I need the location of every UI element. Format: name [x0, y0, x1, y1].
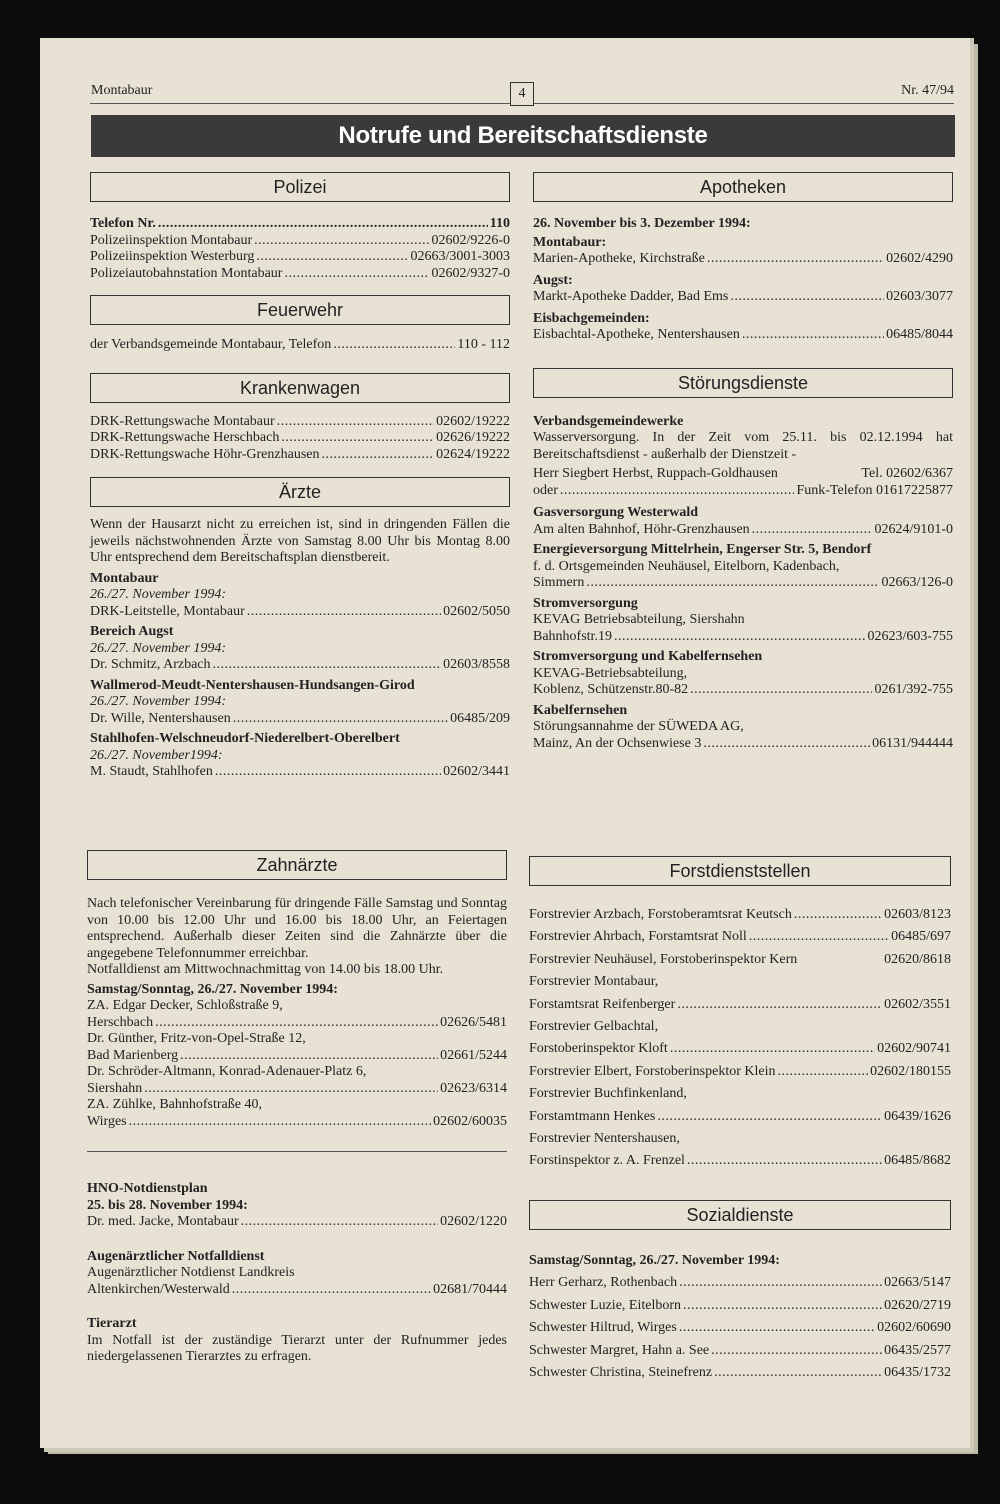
group-heading: Eisbachgemeinden: [533, 310, 650, 326]
group-heading: Montabaur: [533, 234, 607, 250]
group-heading: Wallmerod-Meudt-Nentershausen-Hundsangen-Girod [90, 677, 415, 693]
header-town: Montabaur [91, 83, 153, 98]
list-item: Koblenz, Schützenstr.80-82 ..... 0261/392-755 [533, 682, 953, 699]
section-polizei: Polizei [90, 172, 510, 202]
section-feuerwehr: Feuerwehr [90, 295, 510, 325]
hno-heading: HNO-Notdienstplan [87, 1181, 208, 1196]
list-item: Simmern ..... 02663/126-0 [533, 575, 953, 592]
list-item: Forstrevier Gelbachtal, [529, 1019, 659, 1035]
group-heading: Kabelfernsehen [533, 702, 628, 718]
list-item: Herr Gerharz, Rothenbach ..... 02663/5147 [529, 1272, 951, 1294]
left-column-bottom [87, 850, 507, 1366]
list-item: Dr. med. Jacke, Montabaur ..... 02602/1220 [87, 1214, 507, 1231]
list-item: Herr Siegbert Herbst, Ruppach-Goldhausen Tel. 02602/6367 [533, 466, 953, 481]
list-item: Herschbach ..... 02626/5481 [87, 1015, 507, 1032]
group-date: 26./27. November1994: [90, 747, 223, 763]
group-heading: Bereich Augst [90, 624, 174, 639]
list-item: DRK-Rettungswache Höhr-Grenzhausen ..... 02624/19222 [90, 447, 510, 464]
list-item: Wirges ..... 02602/60035 [87, 1114, 507, 1131]
group-heading: Montabaur [90, 570, 159, 586]
list-item: Bad Marienberg ..... 02661/5244 [87, 1048, 507, 1065]
page-number: 4 [510, 82, 534, 106]
list-item: Schwester Hiltrud, Wirges ..... 02602/60690 [529, 1317, 951, 1339]
list-item: Mainz, An der Ochsenwiese 3 ..... 06131/944444 [533, 736, 953, 753]
list-item: Schwester Margret, Hahn a. See ..... 06435/2577 [529, 1340, 951, 1362]
list-item: Forstamtsrat Reifenberger ..... 02602/3551 [529, 994, 951, 1016]
list-item: Forstrevier Arzbach, Forstoberamtsrat Keutsch ..... 02603/8123 [529, 904, 951, 926]
list-item: Siershahn ..... 02623/6314 [87, 1081, 507, 1098]
list-item: Forstrevier Nentershausen, [529, 1131, 680, 1147]
group-heading: Augst: [533, 272, 573, 288]
list-item: Bahnhofstr.19 ..... 02623/603-755 [533, 629, 953, 646]
list-item: Eisbachtal-Apotheke, Nentershausen ..... 06485/8044 [533, 327, 953, 344]
augen-line: Augenärztlicher Notdienst Landkreis [87, 1265, 295, 1280]
list-item: Am alten Bahnhof, Höhr-Grenzhausen ..... 02624/9101-0 [533, 522, 953, 539]
list-item: DRK-Leitstelle, Montabaur ..... 02602/5050 [90, 604, 510, 621]
list-item: Marien-Apotheke, Kirchstraße ..... 02602/4290 [533, 251, 953, 268]
group-heading: Energieversorgung Mittelrhein, Engerser Str. 5, Bendorf [533, 542, 872, 557]
section-aerzte: Ärzte [90, 477, 510, 507]
entry-address: Dr. Schröder-Altmann, Konrad-Adenauer-Platz 6, [87, 1064, 367, 1079]
list-item: DRK-Rettungswache Montabaur ..... 02602/19222 [90, 414, 510, 431]
left-column-top [90, 172, 510, 781]
zahnaerzte-note: Notfalldienst am Mittwochnachmittag von 14.00 bis 18.00 Uhr. [87, 962, 444, 977]
list-item: Forstrevier Elbert, Forstoberinspektor Klein ..... 02602/180155 [529, 1061, 951, 1083]
aerzte-intro: Wenn der Hausarzt nicht zu erreichen ist, sind in dringenden Fällen die jeweils nächstwohnenden Ärzte von Samstag 8.00 Uhr bis Montag 8.00 Uhr entsprechend dem Bereitschaftsplan dienstbereit. [90, 517, 510, 565]
list-item: Forstrevier Buchfinkenland, [529, 1086, 687, 1102]
issue-number: Nr. 47/94 [901, 83, 954, 98]
group-heading: Stahlhofen-Welschneudorf-Niederelbert-Oberelbert [90, 731, 400, 746]
entry-address: ZA. Edgar Decker, Schloßstraße 9, [87, 998, 283, 1013]
tierarzt-text: Im Notfall ist der zuständige Tierarzt unter der Rufnummer jedes niedergelassenen Tierarztes zu erfragen. [87, 1332, 507, 1364]
apotheken-date: 26. November bis 3. Dezember 1994: [533, 216, 751, 231]
list-item: Schwester Christina, Steinefrenz ..... 06435/1732 [529, 1362, 951, 1384]
list-item: Polizeiinspektion Montabaur ..... 02602/9226-0 [90, 233, 510, 250]
list-item: Dr. Schmitz, Arzbach ..... 02603/8558 [90, 657, 510, 674]
section-krankenwagen: Krankenwagen [90, 373, 510, 403]
list-item: DRK-Rettungswache Herschbach ..... 02626/19222 [90, 430, 510, 447]
zahnaerzte-intro: Nach telefonischer Vereinbarung für dringende Fälle Samstag und Sonntag von 10.00 bis 12.00 Uhr und 16.00 bis 18.00 Uhr, an Feiertagen entsprechend. Außerhalb dieser Zeiten sind die Zahnärzte über die angegebene Telefonnummer erreichbar. [87, 896, 507, 961]
group-heading: Gasversorgung Westerwald [533, 505, 699, 520]
hno-date: 25. bis 28. November 1994: [87, 1197, 248, 1213]
list-item: Altenkirchen/Westerwald ..... 02681/70444 [87, 1282, 507, 1299]
list-item: Forstrevier Neuhäusel, Forstoberinspektor Kern 02620/8618 [529, 951, 951, 967]
group-line: Störungsannahme der SÜWEDA AG, [533, 719, 744, 734]
page-title: Notrufe und Bereitschaftsdienste [91, 115, 955, 157]
group-line: KEVAG-Betriebsabteilung, [533, 665, 688, 681]
stoerung-text: Wasserversorgung. In der Zeit vom 25.11. bis 02.12.1994 hat Bereitschaftsdienst - außerhalb der Dienstzeit - [533, 430, 953, 462]
section-forstdienststellen: Forstdienststellen [529, 856, 951, 886]
list-item: Polizeiinspektion Westerburg ..... 02663/3001-3003 [90, 249, 510, 266]
group-date: 26./27. November 1994: [90, 640, 227, 656]
polizei-phone: Telefon Nr. ..... 110 [90, 216, 510, 233]
list-item: Polizeiautobahnstation Montabaur ..... 02602/9327-0 [90, 266, 510, 283]
list-item: Forstrevier Montabaur, [529, 974, 659, 990]
entry-address: Dr. Günther, Fritz-von-Opel-Straße 12, [87, 1031, 306, 1046]
right-column-bottom [529, 856, 951, 1384]
list-item: Forstoberinspektor Kloft ..... 02602/90741 [529, 1038, 951, 1060]
section-stoerungsdienste: Störungsdienste [533, 368, 953, 398]
section-zahnaerzte: Zahnärzte [87, 850, 507, 880]
section-sozialdienste: Sozialdienste [529, 1200, 951, 1230]
group-heading: Stromversorgung und Kabelfernsehen [533, 649, 763, 664]
group-line: f. d. Ortsgemeinden Neuhäusel, Eitelborn, Kadenbach, [533, 558, 840, 574]
group-date: 26./27. November 1994: [90, 694, 227, 709]
entry-address: ZA. Zühlke, Bahnhofstraße 40, [87, 1097, 262, 1112]
group-line: KEVAG Betriebsabteilung, Siershahn [533, 612, 745, 627]
group-date: 26./27. November 1994: [90, 587, 227, 602]
right-column-top [533, 172, 953, 752]
list-item: Dr. Wille, Nentershausen ..... 06485/209 [90, 711, 510, 728]
forst-list [529, 904, 951, 1173]
zahnaerzte-date: Samstag/Sonntag, 26./27. November 1994: [87, 981, 338, 997]
list-item: Forstamtmann Henkes ..... 06439/1626 [529, 1106, 951, 1128]
group-heading: Stromversorgung [533, 595, 638, 611]
section-apotheken: Apotheken [533, 172, 953, 202]
tierarzt-heading: Tierarzt [87, 1316, 137, 1331]
list-item: M. Staudt, Stahlhofen ..... 02602/3441 [90, 764, 510, 781]
list-item: oder ..... Funk-Telefon 01617225877 [533, 483, 953, 500]
augen-heading: Augenärztlicher Notfalldienst [87, 1248, 265, 1264]
list-item: Schwester Luzie, Eitelborn ..... 02620/2719 [529, 1295, 951, 1317]
list-item: Forstinspektor z. A. Frenzel ..... 06485/8682 [529, 1150, 951, 1172]
sozial-date: Samstag/Sonntag, 26./27. November 1994: [529, 1252, 780, 1268]
list-item: Forstrevier Ahrbach, Forstamtsrat Noll ..... 06485/697 [529, 926, 951, 948]
group-heading: Verbandsgemeindewerke [533, 413, 684, 429]
list-item: der Verbandsgemeinde Montabaur, Telefon ..... 110 - 112 [90, 337, 510, 354]
list-item: Markt-Apotheke Dadder, Bad Ems ..... 02603/3077 [533, 289, 953, 306]
